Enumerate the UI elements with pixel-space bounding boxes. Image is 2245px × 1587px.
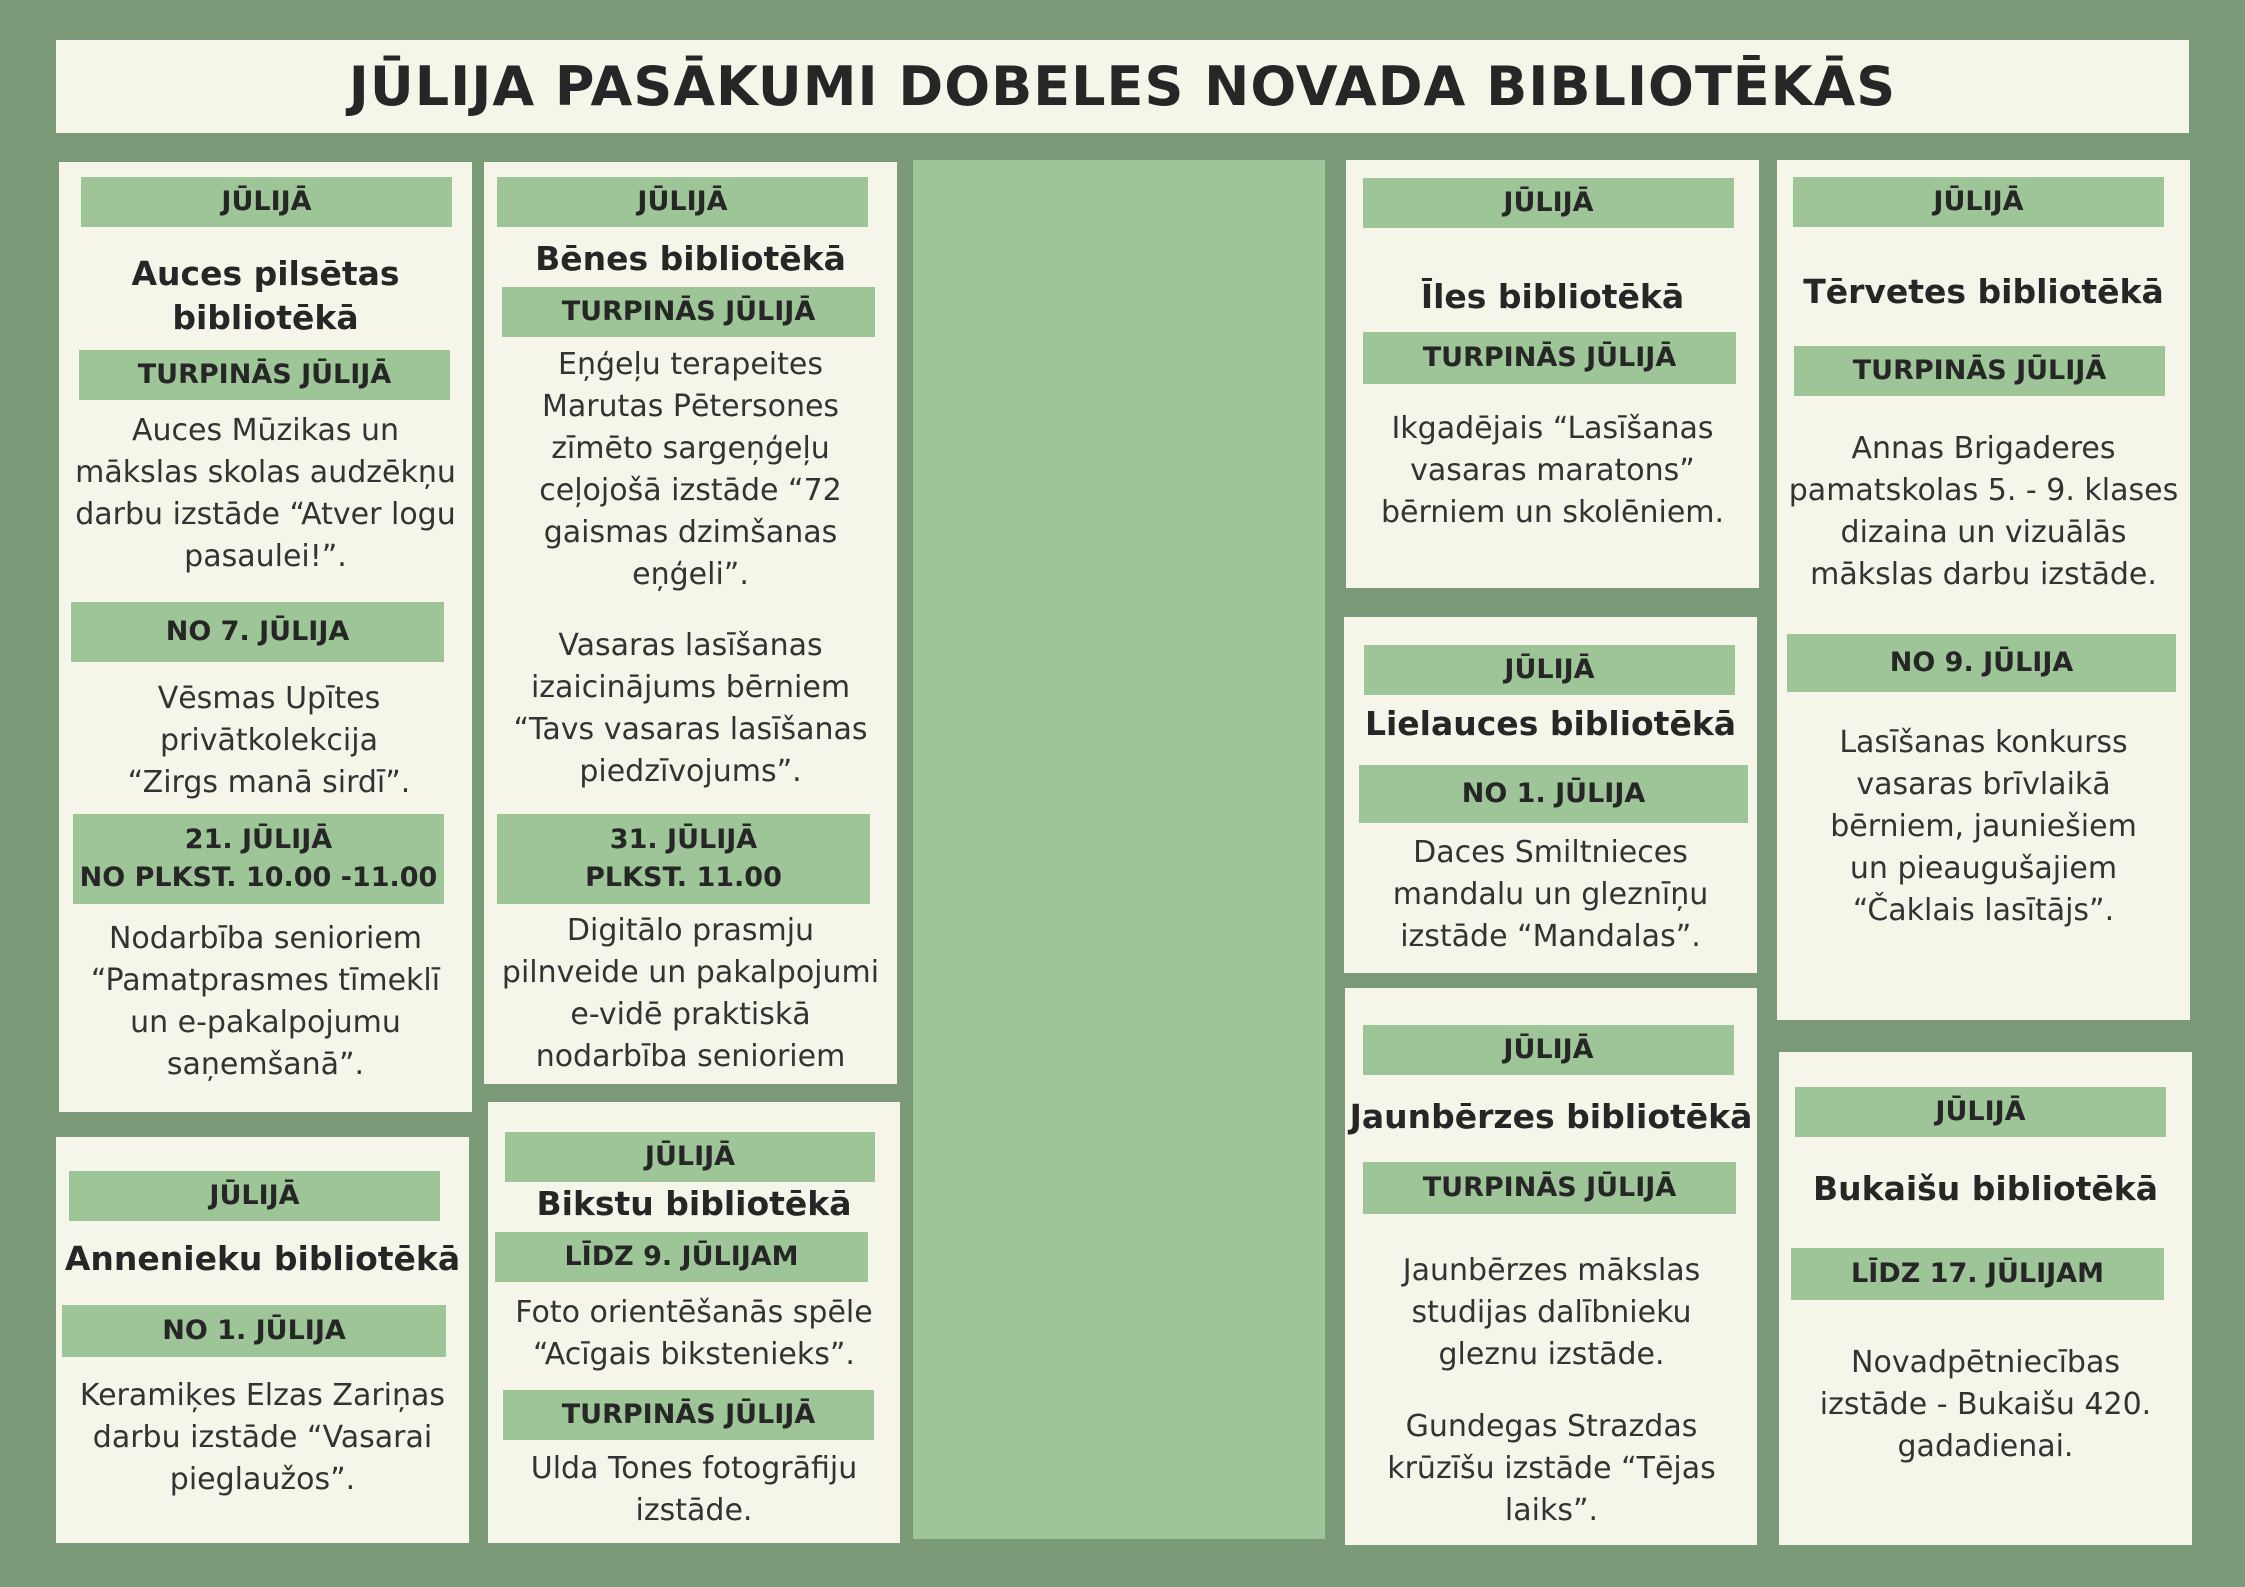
library-name: Jaunbērzes bibliotēkā — [1349, 1097, 1753, 1136]
date-band: NO 9. JŪLIJA — [1787, 634, 2176, 692]
event-text: Digitālo prasmju pilnveide un pakalpojumi e-vidē praktiskā nodarbība senioriem — [501, 913, 880, 1074]
date-band: 21. JŪLIJĀ NO PLKST. 10.00 -11.00 — [73, 814, 444, 904]
month-band: JŪLIJĀ — [1793, 177, 2164, 227]
page-title: JŪLIJA PASĀKUMI DOBELES NOVADA BIBLIOTĒKĀS — [348, 55, 1897, 118]
event-text: Ikgadējais “Lasīšanas vasaras maratons” bērniem un skolēniem. — [1380, 411, 1725, 530]
card-auce — [59, 162, 472, 1112]
month-band: JŪLIJĀ — [1363, 1025, 1734, 1075]
event-text: Foto orientēšanās spēle “Acīgais bikstenieks”. — [515, 1295, 873, 1372]
date-band: TURPINĀS JŪLIJĀ — [1363, 1162, 1736, 1214]
month-band: JŪLIJĀ — [1364, 645, 1735, 695]
center-panel — [913, 160, 1325, 1539]
event-text: Ulda Tones fotogrāfiju izstāde. — [530, 1451, 858, 1528]
library-name: Lielauces bibliotēkā — [1364, 704, 1737, 743]
date-band: LĪDZ 9. JŪLIJAM — [495, 1232, 868, 1282]
library-name: Bikstu bibliotēkā — [536, 1184, 852, 1223]
title-bar — [56, 40, 2189, 133]
month-band: JŪLIJĀ — [69, 1171, 440, 1221]
card-bene — [484, 162, 897, 1084]
library-name: Bēnes bibliotēkā — [535, 239, 846, 278]
date-band: TURPINĀS JŪLIJĀ — [1363, 332, 1736, 384]
card-tervete — [1777, 160, 2190, 1020]
date-band: TURPINĀS JŪLIJĀ — [503, 1390, 874, 1440]
event-text: Keramiķes Elzas Zariņas darbu izstāde “Vasarai pieglaužos”. — [79, 1378, 446, 1497]
library-name: Tērvetes bibliotēkā — [1803, 272, 2164, 311]
date-band: TURPINĀS JŪLIJĀ — [79, 350, 450, 400]
date-band: NO 1. JŪLIJA — [1359, 765, 1748, 823]
event-text: Vēsmas Upītes privātkolekcija “Zirgs manā sirdī”. — [127, 681, 411, 800]
event-text: Annas Brigaderes pamatskolas 5. - 9. klases dizaina un vizuālās mākslas darbu izstāde. — [1788, 431, 2179, 592]
date-band: TURPINĀS JŪLIJĀ — [1794, 346, 2165, 396]
card-jaunberze — [1345, 988, 1757, 1545]
date-band: LĪDZ 17. JŪLIJAM — [1791, 1248, 2164, 1300]
card-ile — [1346, 160, 1759, 588]
event-text: Eņģeļu terapeites Marutas Pētersones zīmēto sargeņģeļu ceļojošā izstāde “72 gaismas dzimšanas eņģeli”. — [539, 347, 842, 592]
library-name: Īles bibliotēkā — [1420, 277, 1685, 316]
month-band: JŪLIJĀ — [1795, 1087, 2166, 1137]
event-text: Vasaras lasīšanas izaicinājums bērniem “Tavs vasaras lasīšanas piedzīvojums”. — [513, 628, 868, 789]
card-bikste — [488, 1102, 900, 1543]
event-text: Daces Smiltnieces mandalu un gleznīņu izstāde “Mandalas”. — [1392, 835, 1709, 954]
card-annenieki — [56, 1137, 469, 1543]
card-lielauce — [1344, 617, 1757, 973]
month-band: JŪLIJĀ — [505, 1132, 875, 1182]
library-name: Bukaišu bibliotēkā — [1812, 1169, 2159, 1208]
event-text: Novadpētniecības izstāde - Bukaišu 420. gadadienai. — [1819, 1345, 2152, 1464]
date-band: NO 1. JŪLIJA — [62, 1305, 446, 1357]
month-band: JŪLIJĀ — [1363, 178, 1734, 228]
date-band: 31. JŪLIJĀ PLKST. 11.00 — [497, 814, 870, 904]
event-text: Auces Mūzikas un mākslas skolas audzēkņu darbu izstāde “Atver logu pasaulei!”. — [75, 413, 456, 574]
date-band: NO 7. JŪLIJA — [71, 602, 444, 662]
date-band: TURPINĀS JŪLIJĀ — [502, 287, 875, 337]
library-name: Auces pilsētas bibliotēkā — [131, 254, 400, 337]
event-text: Lasīšanas konkurss vasaras brīvlaikā bērniem, jauniešiem un pieaugušajiem “Čaklais lasītājs”. — [1830, 725, 2137, 928]
event-text: Jaunbērzes mākslas studijas dalībnieku gleznu izstāde. — [1402, 1253, 1701, 1372]
month-band: JŪLIJĀ — [81, 177, 452, 227]
library-name: Annenieku bibliotēkā — [64, 1239, 461, 1278]
month-band: JŪLIJĀ — [497, 177, 868, 227]
event-text: Nodarbība senioriem “Pamatprasmes tīmeklī un e-pakalpojumu saņemšanā”. — [90, 921, 441, 1082]
event-text: Gundegas Strazdas krūzīšu izstāde “Tējas laiks”. — [1387, 1409, 1716, 1528]
card-bukaisi — [1779, 1052, 2192, 1545]
